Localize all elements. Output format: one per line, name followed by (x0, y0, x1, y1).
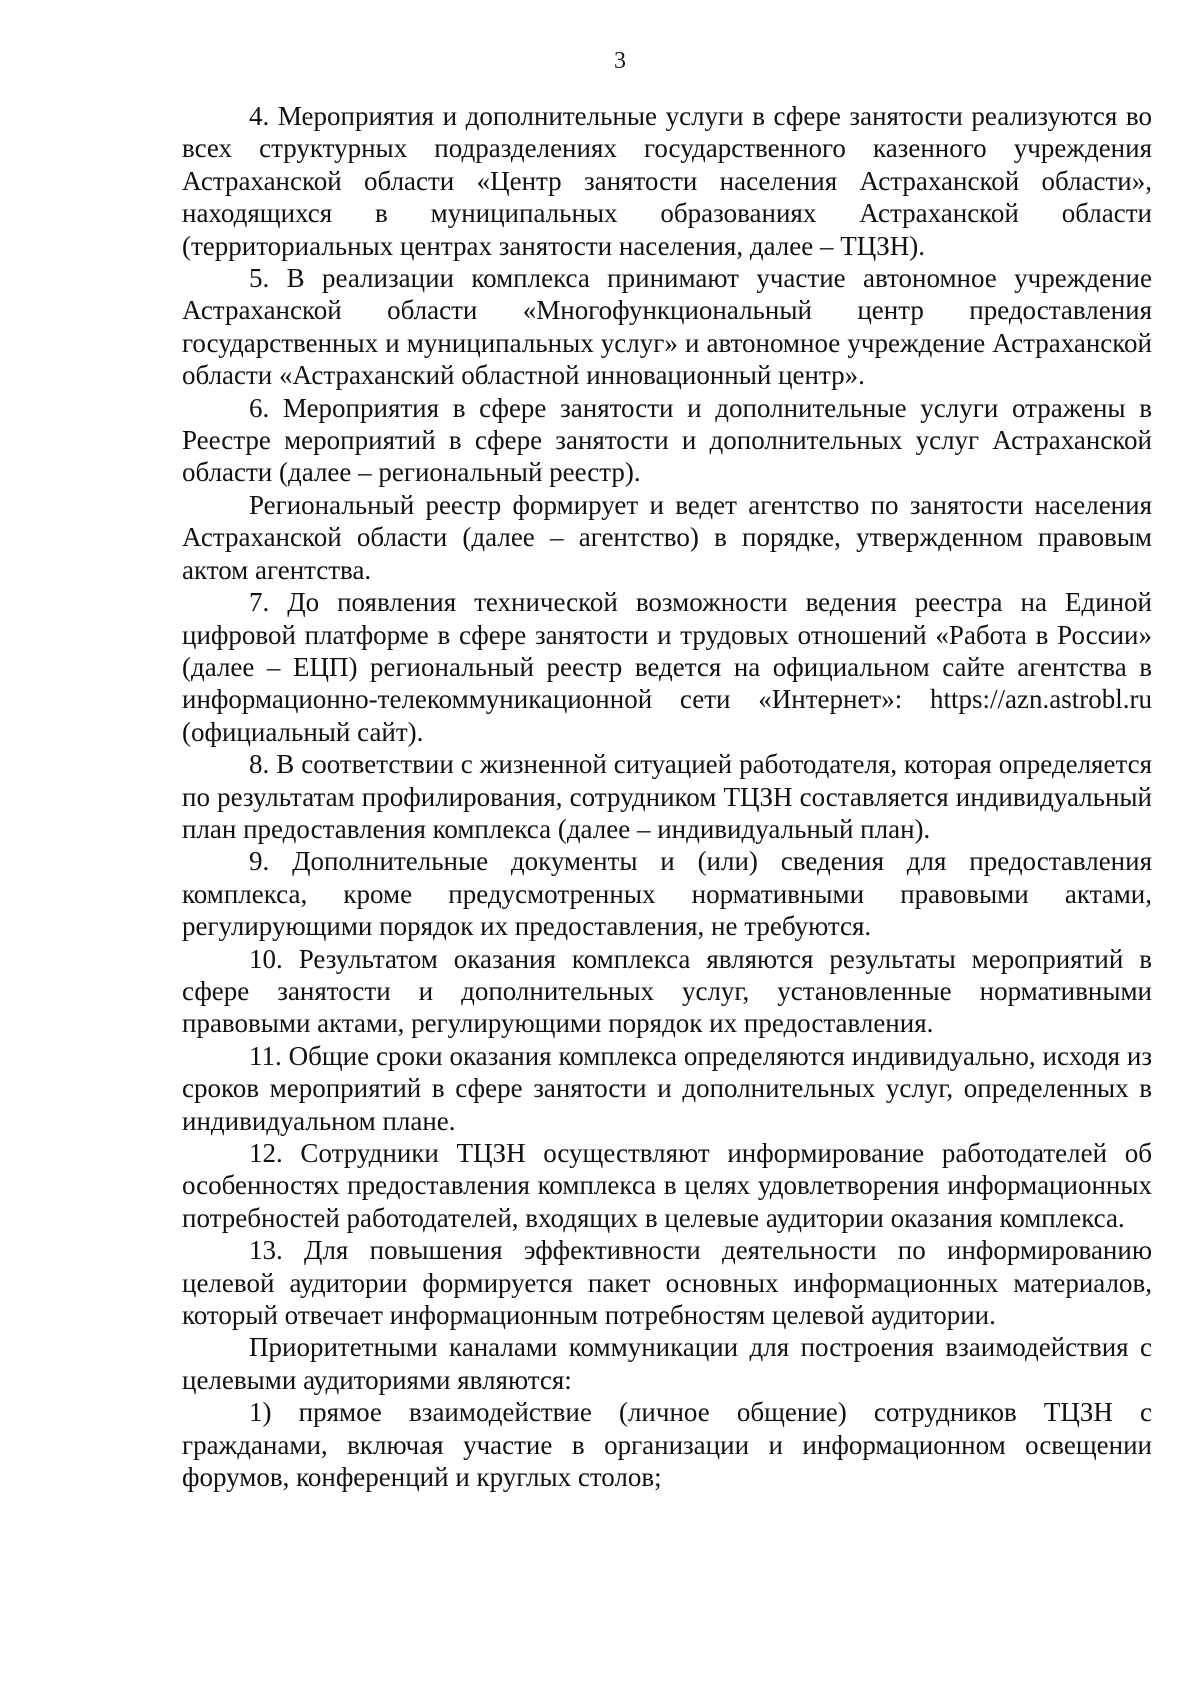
paragraph-8: 8. В соответствии с жизненной ситуацией работодателя, которая определяется по результатам профилирования, сотрудником ТЦЗН составляется индивидуальный план предоставления комплекса (далее – индивидуальный план). (182, 749, 1152, 844)
paragraph-4: 4. Мероприятия и дополнительные услуги в сфере занятости реализуются во всех структурных подразделениях государственного казенного учреждения Астраханской области «Центр занятости населения Астраханской области», находящихся в муниципальных образованиях Астраханской области (территориальных центрах занятости населения, далее – ТЦЗН). (182, 101, 1152, 261)
paragraph-7: 7. До появления технической возможности ведения реестра на Единой цифровой платформе в сфере занятости и трудовых отношений «Работа в России» (далее – ЕЦП) региональный реестр ведется на официальном сайте агентства в информационно-телекоммуникационной сети «Интернет»: https://azn.astrobl.ru (официальный сайт). (182, 587, 1152, 747)
paragraph-13-item-1: 1) прямое взаимодействие (личное общение) сотрудников ТЦЗН с гражданами, включая участие в организации и информационном освещении форумов, конференций и круглых столов; (182, 1397, 1152, 1493)
paragraph-11: 11. Общие сроки оказания комплекса определяются индивидуально, исходя из сроков мероприятий в сфере занятости и дополнительных услуг, определенных в индивидуальном плане. (182, 1040, 1152, 1136)
paragraph-6-continued: Региональный реестр формирует и ведет агентство по занятости населения Астраханской области (далее – агентство) в порядке, утвержденном правовым актом агентства. (182, 489, 1152, 585)
paragraph-9: 9. Дополнительные документы и (или) сведения для предоставления комплекса, кроме предусмотренных нормативными правовыми актами, регулирующими порядок их предоставления, не требуются. (182, 846, 1152, 942)
paragraph-13: 13. Для повышения эффективности деятельности по информированию целевой аудитории формируется пакет основных информационных материалов, который отвечает информационным потребностям целевой аудитории. (182, 1235, 1152, 1331)
paragraph-13-channels-intro: Приоритетными каналами коммуникации для построения взаимодействия с целевыми аудиториями являются: (182, 1332, 1152, 1395)
paragraph-5: 5. В реализации комплекса принимают участие автономное учреждение Астраханской области «Многофункциональный центр предоставления государственных и муниципальных услуг» и автономное учреждение Астраханской области «Астраханский областной инновационный центр». (182, 263, 1152, 391)
paragraph-6: 6. Мероприятия в сфере занятости и дополнительные услуги отражены в Реестре мероприятий в сфере занятости и дополнительных услуг Астраханской области (далее – региональный реестр). (182, 392, 1152, 488)
paragraph-12: 12. Сотрудники ТЦЗН осуществляют информирование работодателей об особенностях предоставления комплекса в целях удовлетворения информационных потребностей работодателей, входящих в целевые аудитории оказания комплекса. (182, 1138, 1152, 1233)
paragraph-10: 10. Результатом оказания комплекса являются результаты мероприятий в сфере занятости и дополнительных услуг, установленные нормативными правовыми актами, регулирующими порядок их предоставления. (182, 943, 1152, 1039)
page-number: 3 (614, 48, 626, 74)
document-body (182, 100, 1152, 1493)
